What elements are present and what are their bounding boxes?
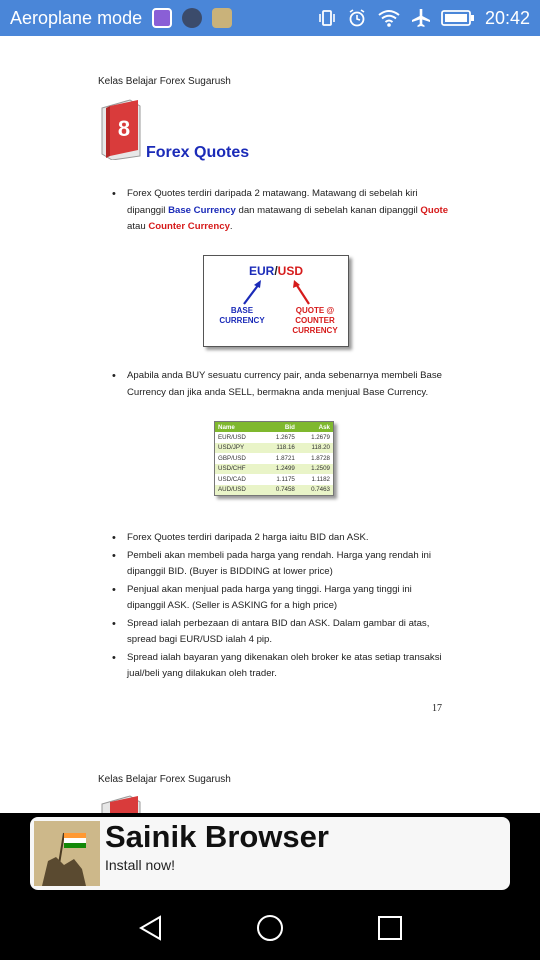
next-book-icon	[100, 794, 144, 813]
quote-currency-label: QUOTE @ COUNTER CURRENCY	[292, 306, 338, 335]
base-arrow	[244, 284, 259, 304]
intro-text: Forex Quotes terdiri daripada 2 matawang. Matawang di sebelah kiri dipanggil Base Currency dan matawang di sebelah kanan dipanggil Quote atau Counter Currency.	[127, 188, 449, 232]
ad-title[interactable]: Sainik Browser	[105, 819, 329, 854]
table-header: Name	[215, 422, 263, 432]
table-row	[215, 485, 333, 496]
list-item-text: Penjual akan menjual pada harga yang tinggi. Harga yang tinggi ini dipanggil ASK. (Seller is ASKING for a high price)	[127, 583, 412, 611]
table-row	[215, 464, 333, 475]
table-row	[215, 474, 333, 485]
bid-ask-list	[112, 530, 452, 684]
list-item-text: Spread ialah bayaran yang dikenakan oleh broker ke atas setiap transaksi jual/beli yang dilakukan oleh trader.	[127, 651, 442, 679]
list-item	[112, 530, 452, 547]
bullet-dot: •	[112, 188, 116, 200]
home-icon	[255, 913, 285, 943]
list-item	[112, 186, 452, 236]
page-title: Forex Quotes	[146, 144, 250, 161]
chapter-number: 8	[117, 116, 131, 141]
table-row	[215, 453, 333, 464]
table-cell: 1.1182	[311, 475, 330, 483]
table-cell: 1.8728	[311, 454, 330, 462]
intro-list	[112, 186, 452, 237]
bullet-dot: •	[112, 549, 116, 562]
battery-icon	[441, 8, 475, 28]
vibrate-icon	[317, 8, 337, 28]
ad-install-cta[interactable]: Install now!	[105, 857, 176, 873]
list-item-text: Spread ialah perbezaan di antara BID dan ASK. Dalam gambar di atas, spread bagi EUR/USD ialah 4 pip.	[127, 617, 430, 645]
recent-apps-icon	[375, 913, 405, 943]
document-header: Kelas Belajar Forex Sugarush	[98, 76, 231, 87]
wifi-icon	[377, 8, 401, 28]
status-bar	[0, 0, 540, 36]
list-item-text: Pembeli akan membeli pada harga yang rendah. Harga yang rendah ini dipanggil BID. (Buyer is BIDDING at lower price)	[127, 549, 431, 577]
table-cell: 118.20	[298, 443, 333, 454]
bullet-dot: •	[112, 532, 116, 544]
table-header: Bid	[263, 422, 298, 432]
table-cell: 0.7463	[298, 485, 333, 496]
airplane-icon	[411, 8, 431, 28]
recent-apps-button[interactable]	[370, 908, 410, 948]
ad-banner	[0, 813, 540, 898]
list-item	[112, 368, 452, 401]
aeroplane-mode-text: Aeroplane mode	[10, 7, 143, 28]
status-left	[10, 8, 232, 29]
quote-arrow	[296, 284, 309, 304]
table-cell: USD/CAD	[218, 475, 246, 483]
pair-slash: /	[274, 264, 278, 278]
photo-app-icon	[212, 8, 232, 28]
next-page-header: Kelas Belajar Forex Sugarush	[98, 774, 231, 785]
moon-app-icon	[182, 8, 202, 28]
back-icon	[136, 913, 166, 943]
base-code: EUR	[248, 264, 275, 278]
table-cell: USD/JPY	[215, 443, 263, 454]
list-item	[112, 582, 452, 615]
table-header: Ask	[298, 422, 333, 432]
currency-pair-diagram	[203, 255, 349, 347]
table-row	[215, 443, 333, 454]
base-currency-label: BASE CURRENCY	[219, 306, 265, 325]
page-number: 17	[432, 703, 442, 714]
table-header-row	[215, 422, 333, 432]
ad-card[interactable]	[30, 817, 510, 890]
list-item	[112, 616, 452, 649]
list-item	[112, 548, 452, 581]
quote-term: Quote	[420, 204, 449, 216]
table-cell: 1.2675	[275, 433, 295, 441]
bullet-dot: •	[112, 651, 116, 664]
home-button[interactable]	[250, 908, 290, 948]
bullet-dot: •	[112, 370, 116, 382]
buy-sell-list	[112, 368, 452, 402]
ad-thumbnail[interactable]	[34, 821, 100, 886]
back-button[interactable]	[131, 908, 171, 948]
table-cell: 1.1175	[276, 475, 295, 483]
buy-sell-text: Apabila anda BUY sesuatu currency pair, anda sebenarnya membeli Base Currency dan jika anda SELL, bermakna anda menjual Base Currency.	[127, 370, 443, 398]
table-row	[215, 432, 333, 443]
counter-currency-term: Counter Currency	[148, 221, 230, 232]
table-cell: 1.2679	[311, 433, 330, 441]
table-cell: USD/CHF	[215, 464, 263, 475]
book-icon	[100, 98, 144, 164]
bullet-dot: •	[112, 617, 116, 630]
document-page[interactable]	[0, 36, 540, 813]
quote-code: USD	[277, 264, 304, 278]
status-time: 20:42	[484, 7, 530, 28]
alarm-icon	[347, 8, 367, 28]
list-item	[112, 650, 452, 683]
quote-table	[214, 421, 334, 496]
table-cell: 1.2509	[298, 464, 333, 475]
list-item-text: Forex Quotes terdiri daripada 2 harga iaitu BID dan ASK.	[127, 532, 369, 543]
table-cell: GBP/USD	[218, 454, 246, 462]
table-cell: AUD/USD	[215, 485, 263, 496]
base-currency-term: Base Currency	[168, 204, 236, 216]
table-cell: 0.7458	[263, 485, 298, 496]
table-cell: EUR/USD	[218, 433, 246, 441]
table-cell: 1.2499	[263, 464, 298, 475]
navigation-bar	[0, 898, 540, 960]
gallery-app-icon	[152, 8, 172, 28]
table-cell: 118.16	[263, 443, 298, 454]
status-right	[317, 8, 530, 29]
table-cell: 1.8721	[275, 454, 295, 462]
bullet-dot: •	[112, 583, 116, 596]
